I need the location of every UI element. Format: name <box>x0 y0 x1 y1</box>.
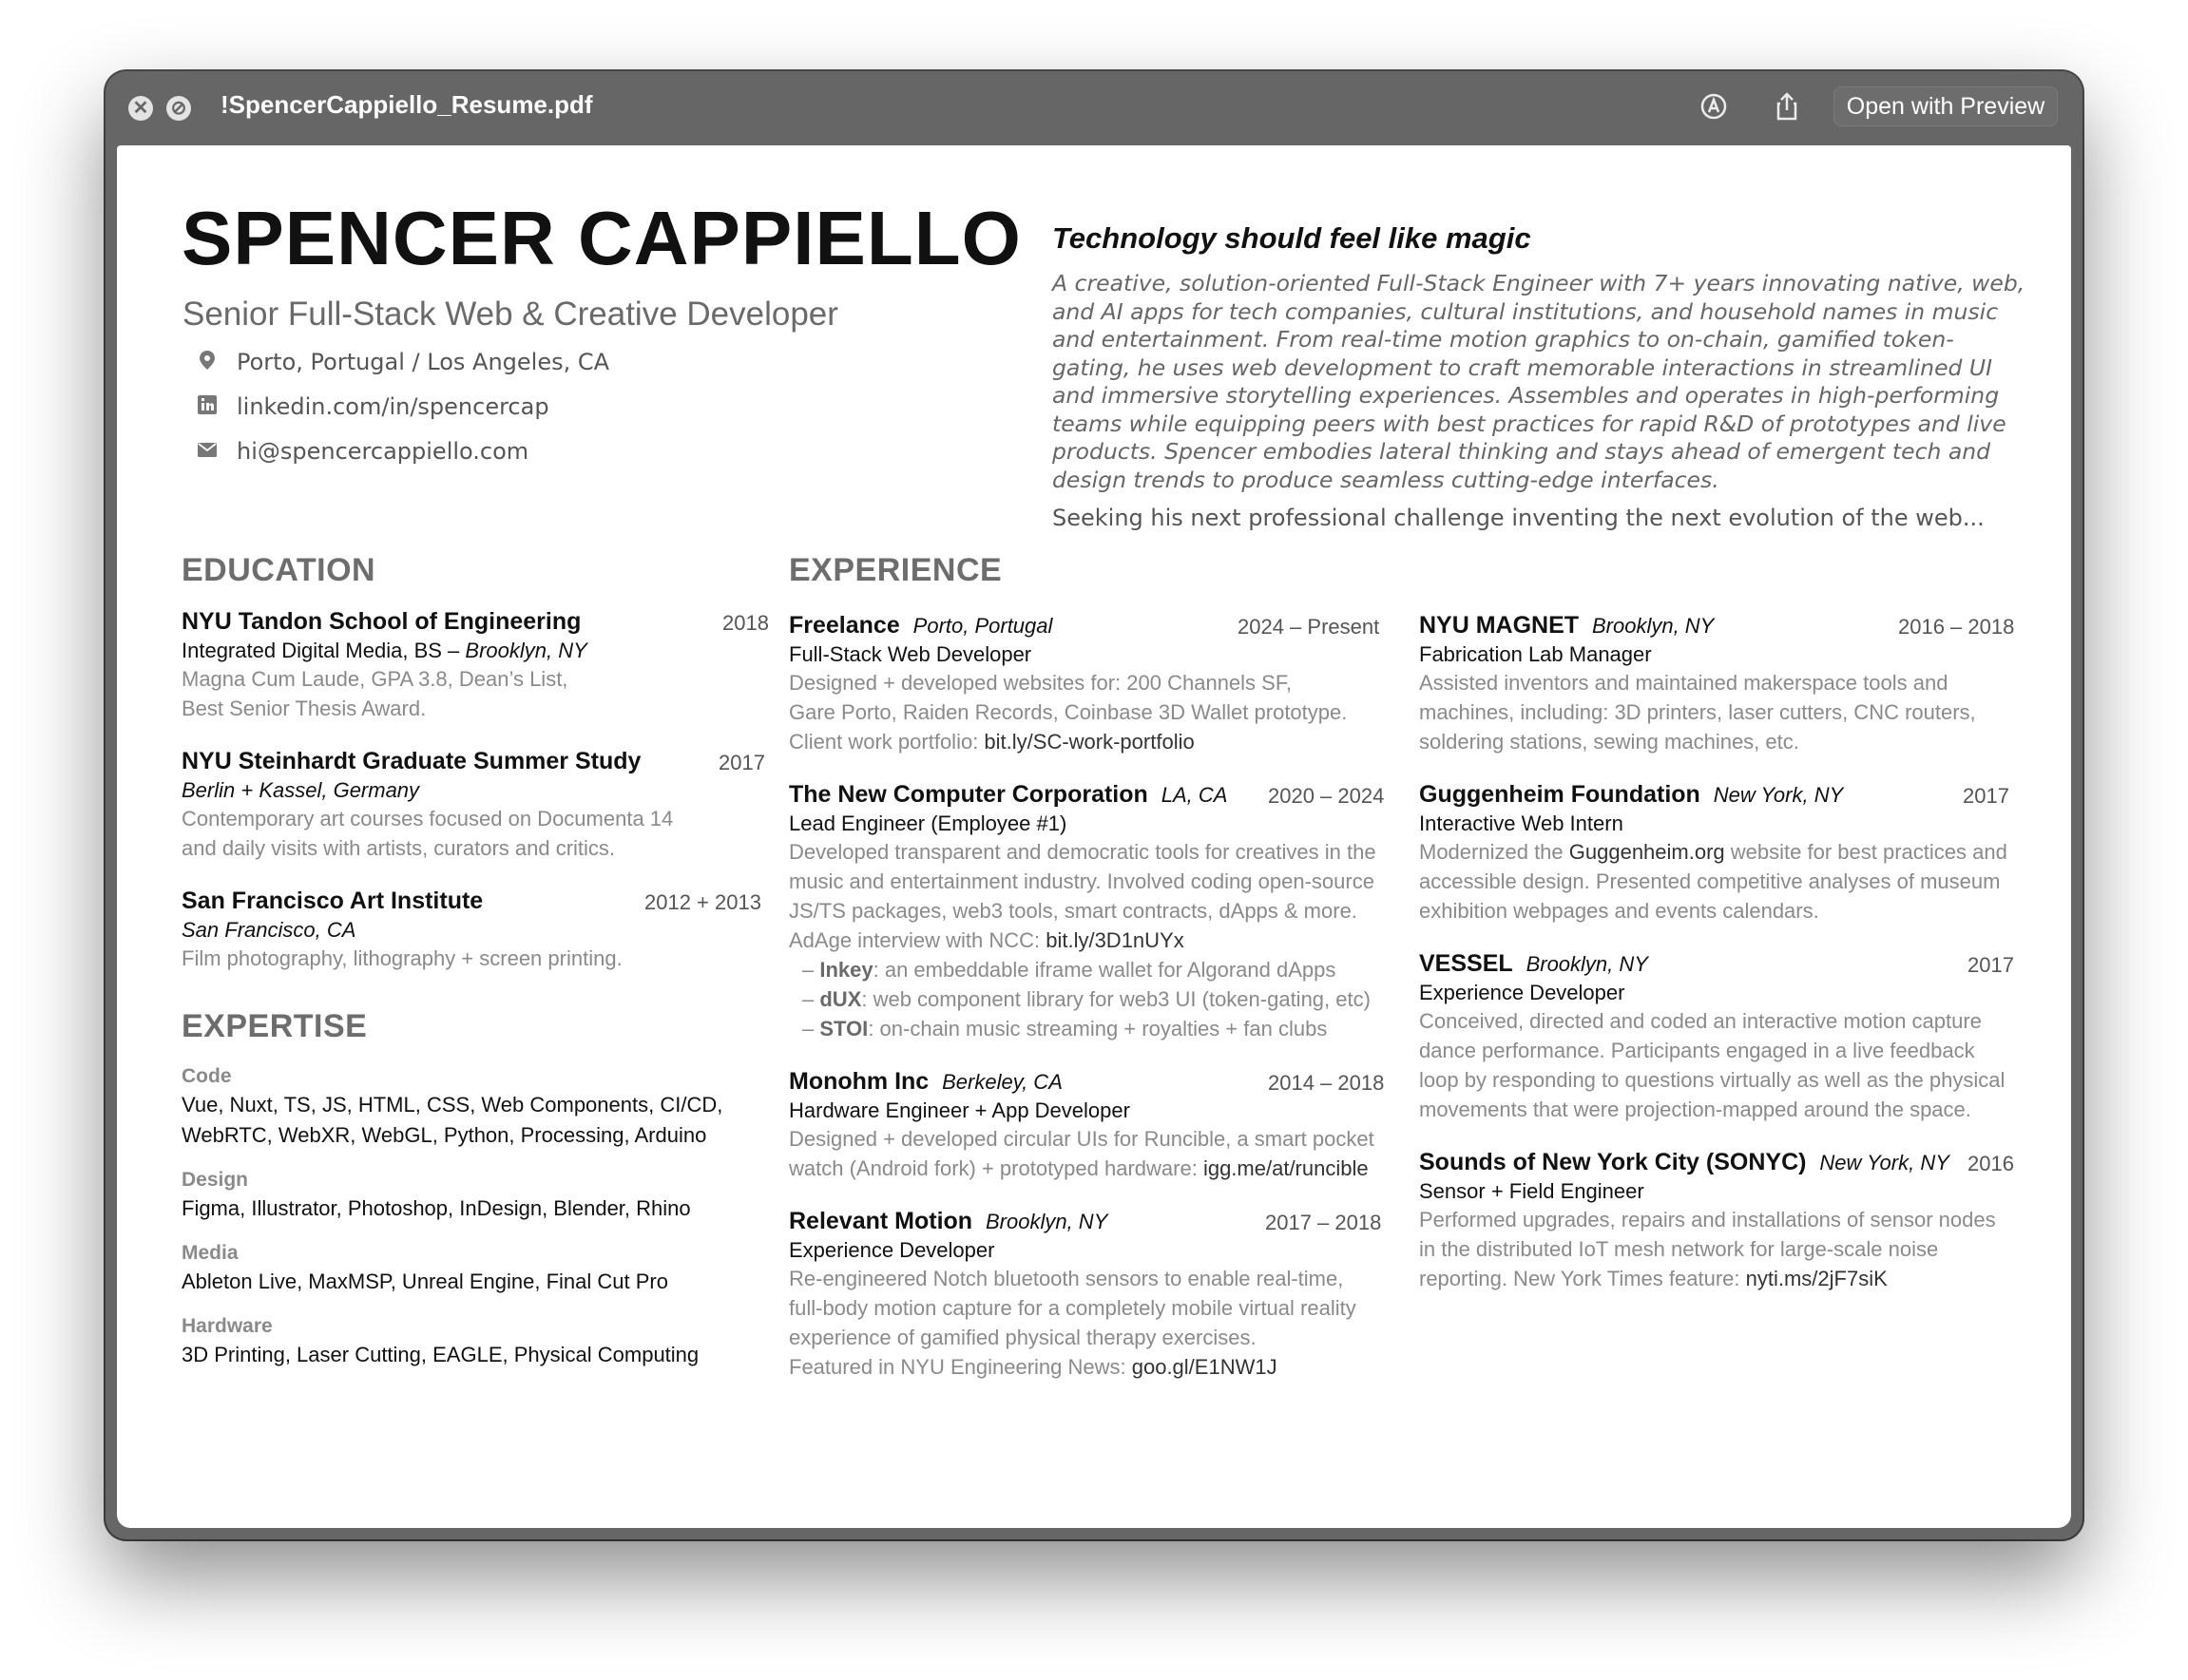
job-date: 2020 – 2024 <box>1268 784 1385 808</box>
location-text: Porto, Portugal / Los Angeles, CA <box>237 349 610 375</box>
linkedin-icon <box>197 393 218 416</box>
job-desc: music and entertainment industry. Involved coding open-source <box>789 869 1374 893</box>
job-title: Sounds of New York City (SONYC) New York, NY <box>1419 1149 1949 1175</box>
job-desc: exhibition webpages and events calendars. <box>1419 899 1819 923</box>
education-desc: Best Senior Thesis Award. <box>182 697 427 720</box>
portfolio-link[interactable]: bit.ly/SC-work-portfolio <box>984 730 1195 754</box>
job-title: Monohm Inc Berkeley, CA <box>789 1068 1063 1095</box>
job-role: Interactive Web Intern <box>1419 811 1623 835</box>
job-desc: Modernized the Guggenheim.org website for best practices and <box>1419 840 2007 864</box>
job-date: 2016 <box>1967 1152 2014 1175</box>
job-bullet: – Inkey: an embeddable iframe wallet for Algorand dApps <box>802 958 1336 982</box>
job-title: The New Computer Corporation LA, CA <box>789 781 1228 808</box>
job-desc: Assisted inventors and maintained makerspace tools and <box>1419 671 1948 695</box>
expertise-label: Design <box>182 1169 249 1191</box>
location-pin-icon <box>197 349 218 372</box>
adage-link[interactable]: bit.ly/3D1nUYx <box>1046 928 1184 952</box>
job-desc: Client work portfolio: bit.ly/SC-work-portfolio <box>789 730 1195 754</box>
fullscreen-icon[interactable]: ⊘ <box>166 96 191 121</box>
expertise-values: 3D Printing, Laser Cutting, EAGLE, Physical Computing <box>182 1343 700 1366</box>
job-desc: in the distributed IoT mesh network for large-scale noise <box>1419 1237 1939 1261</box>
job-desc: watch (Android fork) + prototyped hardware: igg.me/at/runcible <box>789 1156 1369 1180</box>
seeking-text: Seeking his next professional challenge inventing the next evolution of the web... <box>1052 505 1985 531</box>
job-title: Freelance Porto, Portugal <box>789 612 1053 639</box>
expertise-values: Vue, Nuxt, TS, JS, HTML, CSS, Web Components, CI/CD, <box>182 1093 723 1117</box>
job-date: 2017 <box>1963 784 2009 808</box>
share-icon[interactable] <box>1771 90 1803 123</box>
markup-icon[interactable] <box>1698 90 1730 123</box>
tagline: Technology should feel like magic <box>1052 221 1531 255</box>
job-bullet: – STOI: on-chain music streaming + royalties + fan clubs <box>802 1017 1328 1040</box>
expertise-values: Figma, Illustrator, Photoshop, InDesign, Blender, Rhino <box>182 1196 691 1220</box>
job-role: Sensor + Field Engineer <box>1419 1179 1644 1203</box>
expertise-label: Hardware <box>182 1315 273 1337</box>
job-desc: machines, including: 3D printers, laser cutters, CNC routers, <box>1419 700 1976 724</box>
job-title: Guggenheim Foundation New York, NY <box>1419 781 1844 808</box>
job-role: Full-Stack Web Developer <box>789 642 1032 666</box>
close-icon[interactable]: ✕ <box>128 96 153 121</box>
education-date: 2017 <box>719 751 765 774</box>
education-date: 2018 <box>722 611 769 635</box>
pdf-page <box>117 145 2071 1528</box>
job-title: Relevant Motion Brooklyn, NY <box>789 1208 1108 1234</box>
education-school: NYU Tandon School of Engineering <box>182 608 582 635</box>
nyt-link[interactable]: nyti.ms/2jF7siK <box>1745 1267 1888 1290</box>
job-date: 2017 <box>1967 953 2014 977</box>
expertise-values: WebRTC, WebXR, WebGL, Python, Processing, Arduino <box>182 1123 707 1147</box>
job-desc: AdAge interview with NCC: bit.ly/3D1nUYx <box>789 928 1184 952</box>
job-desc: soldering stations, sewing machines, etc. <box>1419 730 1799 754</box>
preview-window <box>106 71 2082 1539</box>
expertise-label: Media <box>182 1242 239 1264</box>
job-desc: reporting. New York Times feature: nyti.ms/2jF7siK <box>1419 1267 1888 1290</box>
expertise-heading: EXPERTISE <box>182 1008 368 1044</box>
experience-heading: EXPERIENCE <box>789 552 1003 588</box>
job-date: 2016 – 2018 <box>1898 615 2015 639</box>
job-desc: dance performance. Participants engaged in a live feedback <box>1419 1039 1975 1062</box>
job-desc: Designed + developed websites for: 200 Channels SF, <box>789 671 1292 695</box>
education-school: San Francisco Art Institute <box>182 888 484 914</box>
expertise-label: Code <box>182 1065 232 1087</box>
job-desc: accessible design. Presented competitive analyses of museum <box>1419 869 2001 893</box>
job-desc: Gare Porto, Raiden Records, Coinbase 3D Wallet prototype. <box>789 700 1348 724</box>
education-desc: Film photography, lithography + screen printing. <box>182 946 623 970</box>
mail-icon <box>197 438 218 461</box>
job-bullet: – dUX: web component library for web3 UI (token-gating, etc) <box>802 987 1371 1011</box>
job-date: 2024 – Present <box>1238 615 1380 639</box>
education-desc: Contemporary art courses focused on Documenta 14 <box>182 807 674 830</box>
job-desc: movements that were projection-mapped around the space. <box>1419 1098 1971 1121</box>
open-with-preview-button[interactable]: Open with Preview <box>1833 86 2058 126</box>
education-place: Berlin + Kassel, Germany <box>182 778 420 802</box>
window-title: !SpencerCappiello_Resume.pdf <box>221 90 593 119</box>
job-date: 2014 – 2018 <box>1268 1071 1385 1095</box>
education-desc: Magna Cum Laude, GPA 3.8, Dean’s List, <box>182 667 568 691</box>
job-date: 2017 – 2018 <box>1265 1211 1382 1234</box>
education-place: San Francisco, CA <box>182 918 356 942</box>
expertise-values: Ableton Live, MaxMSP, Unreal Engine, Final Cut Pro <box>182 1270 668 1293</box>
job-role: Lead Engineer (Employee #1) <box>789 811 1067 835</box>
job-desc: Performed upgrades, repairs and installations of sensor nodes <box>1419 1208 1996 1231</box>
runcible-link[interactable]: igg.me/at/runcible <box>1202 1156 1369 1180</box>
education-desc: and daily visits with artists, curators and critics. <box>182 836 616 860</box>
guggenheim-link[interactable]: Guggenheim.org <box>1568 840 1725 864</box>
education-date: 2012 + 2013 <box>644 890 761 914</box>
title-bar <box>106 71 2082 143</box>
job-desc: JS/TS packages, web3 tools, smart contracts, dApps & more. <box>789 899 1357 923</box>
job-desc: Re-engineered Notch bluetooth sensors to enable real-time, <box>789 1267 1344 1290</box>
job-desc: loop by responding to questions virtually as well as the physical <box>1419 1068 2006 1092</box>
job-desc: Developed transparent and democratic tools for creatives in the <box>789 840 1376 864</box>
job-role: Hardware Engineer + App Developer <box>789 1098 1130 1122</box>
resume-name: SPENCER CAPPIELLO <box>182 196 1022 280</box>
education-school: NYU Steinhardt Graduate Summer Study <box>182 748 642 774</box>
job-role: Experience Developer <box>1419 981 1625 1004</box>
nyu-news-link[interactable]: goo.gl/E1NW1J <box>1131 1355 1277 1379</box>
job-desc: Designed + developed circular UIs for Runcible, a smart pocket <box>789 1127 1374 1151</box>
job-desc: experience of gamified physical therapy exercises. <box>789 1326 1257 1349</box>
education-degree: Integrated Digital Media, BS – Brooklyn, NY <box>182 639 587 662</box>
job-role: Experience Developer <box>789 1238 995 1262</box>
email-link[interactable]: hi@spencercappiello.com <box>237 438 529 465</box>
linkedin-link[interactable]: linkedin.com/in/spencercap <box>237 393 549 420</box>
job-title: NYU MAGNET Brooklyn, NY <box>1419 612 1715 639</box>
job-title: VESSEL Brooklyn, NY <box>1419 950 1648 977</box>
job-role: Fabrication Lab Manager <box>1419 642 1652 666</box>
education-heading: EDUCATION <box>182 552 376 588</box>
job-desc: Conceived, directed and coded an interactive motion capture <box>1419 1009 1982 1033</box>
summary-blurb: A creative, solution-oriented Full-Stack Engineer with 7+ years innovating native, web, and AI apps for tech companies, cultural institutions, and household names in music and entertainment. From real-time motion graphics to on-chain, gamified token-gating, he uses web development to craft memorable interactions in streamlined UI and immersive storytelling experiences. Assembles and operates in high-performing teams while equipping peers with best practices for rapid R&D of prototypes and live products. Spencer embodies lateral thinking and stays ahead of emergent tech and design trends to produce seamless cutting-edge interfaces. <box>1052 270 2025 493</box>
resume-subtitle: Senior Full-Stack Web & Creative Developer <box>182 296 838 333</box>
job-desc: full-body motion capture for a completely mobile virtual reality <box>789 1296 1356 1320</box>
job-desc: Featured in NYU Engineering News: goo.gl/E1NW1J <box>789 1355 1277 1379</box>
